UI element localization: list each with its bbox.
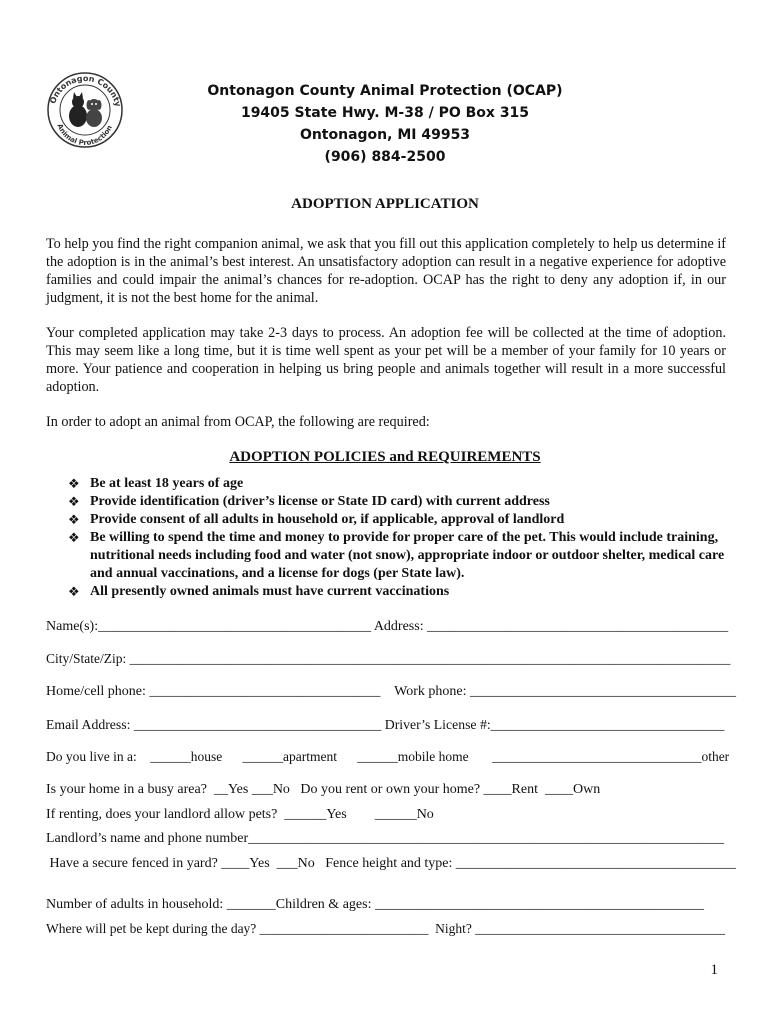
diamond-bullet-icon: ❖ — [68, 530, 80, 545]
svg-text:Ontonagon County: Ontonagon County — [48, 73, 123, 108]
page-number: 1 — [710, 962, 718, 978]
process-paragraph: Your completed application may take 2-3 days to process. An adoption fee will be collected at the time of adoption. This may seem like a long time, but it is time well spent as your pet will be a member of your family for 10 years or more. Your patience and cooperation in helping us bring people and animals together will result in a more successful adoption. — [46, 325, 726, 395]
diamond-bullet-icon: ❖ — [68, 584, 80, 599]
diamond-bullet-icon: ❖ — [68, 476, 80, 491]
email-license-field[interactable]: Email Address: ____________________________________ Driver’s License #:__________________________________ — [46, 717, 725, 732]
org-phone: (906) 884-2500 — [324, 149, 446, 165]
policies-title: ADOPTION POLICIES and REQUIREMENTS — [229, 449, 541, 465]
svg-text:Animal Protection: Animal Protection — [55, 122, 114, 148]
policies-list — [68, 475, 748, 601]
policy-item: ❖ Provide consent of all adults in household or, if applicable, approval of landlord — [68, 512, 565, 527]
requirements-intro: In order to adopt an animal from OCAP, the following are required: — [46, 414, 430, 430]
policy-item: ❖ Be willing to spend the time and money to provide for proper care of the pet. This would include training, nutritional needs including food and water (not snow), appropriate indoor or outdoor shelter, medical care and annual vaccinations, and a license for dogs (per State law). — [68, 530, 725, 581]
policy-item: ❖ Provide identification (driver’s license or State ID card) with current address — [68, 494, 550, 509]
org-name: Ontonagon County Animal Protection (OCAP) — [207, 83, 563, 99]
phones-field[interactable]: Home/cell phone: _________________________________ Work phone: ______________________________________ — [46, 684, 737, 699]
residence-type-field[interactable]: Do you live in a: ______house ______apartment ______mobile home _______________________________other — [46, 749, 730, 764]
policy-item: ❖ Be at least 18 years of age — [68, 476, 244, 491]
diamond-bullet-icon: ❖ — [68, 494, 80, 509]
diamond-bullet-icon: ❖ — [68, 512, 80, 527]
org-address: 19405 State Hwy. M-38 / PO Box 315 — [240, 105, 530, 121]
policy-item: ❖ All presently owned animals must have current vaccinations — [68, 584, 450, 599]
document-title: ADOPTION APPLICATION — [291, 196, 479, 212]
pet-location-field[interactable]: Where will pet be kept during the day? _________________________ Night? _____________________________________ — [46, 921, 726, 936]
busy-area-field[interactable]: Is your home in a busy area? __Yes ___No Do you rent or own your home? ____Rent ____Own — [46, 782, 601, 797]
landlord-name-field[interactable]: Landlord’s name and phone number____________________________________________________________________ — [46, 831, 725, 846]
landlord-allow-field[interactable]: If renting, does your landlord allow pets? ______Yes ______No — [46, 807, 434, 822]
intro-paragraph: To help you find the right companion animal, we ask that you fill out this application completely to help us determine if the adoption is in the animal’s best interest. An unsatisfactory adoption can result in a negative experience for adoptive families and could impair the animal’s chances for re-adoption. OCAP has the right to deny any adoption if, in our judgment, it is not the best home for the animal. — [46, 236, 726, 306]
household-field[interactable]: Number of adults in household: _______Children & ages: _______________________________________________ — [46, 897, 704, 912]
city-state-zip-field[interactable]: City/State/Zip: _________________________________________________________________________________________ — [46, 651, 731, 666]
fenced-yard-field[interactable]: Have a secure fenced in yard? ____Yes ___No Fence height and type: ________________________________________ — [46, 856, 736, 871]
names-address-field[interactable]: Name(s):_______________________________________ Address: ___________________________________________ — [46, 619, 729, 634]
org-city: Ontonagon, MI 49953 — [299, 127, 471, 143]
